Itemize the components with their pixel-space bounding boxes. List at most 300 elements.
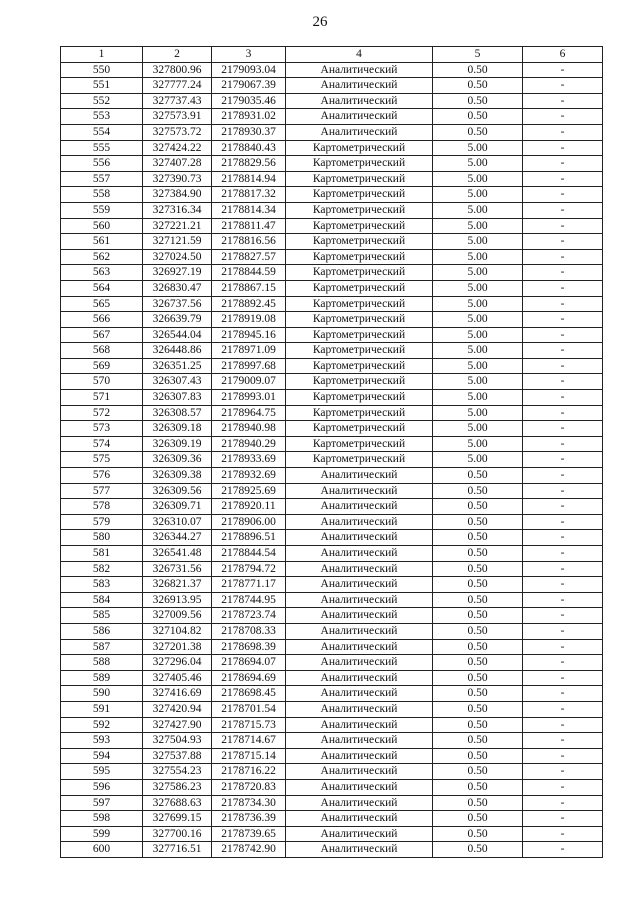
table-row [61,296,603,312]
x-coordinate-cell: 326731.56 [143,561,212,577]
x-coordinate-cell: 326310.07 [143,514,212,530]
table-row [61,249,603,265]
table-row [61,93,603,109]
point-number-cell: 596 [61,779,143,795]
point-number-cell: 567 [61,327,143,343]
point-number-cell: 585 [61,608,143,624]
y-coordinate-cell: 2178925.69 [212,483,286,499]
table-row [61,561,603,577]
header-row [61,47,603,63]
note-cell: - [523,701,603,717]
method-cell: Картометрический [286,374,433,390]
x-coordinate-cell: 326821.37 [143,577,212,593]
y-coordinate-cell: 2178716.22 [212,764,286,780]
point-number-cell: 570 [61,374,143,390]
column-header-4: 4 [286,47,433,63]
table-row [61,280,603,296]
accuracy-cell: 0.50 [433,811,523,827]
point-number-cell: 593 [61,733,143,749]
point-number-cell: 592 [61,717,143,733]
method-cell: Аналитический [286,795,433,811]
accuracy-cell: 5.00 [433,140,523,156]
point-number-cell: 598 [61,811,143,827]
note-cell: - [523,514,603,530]
x-coordinate-cell: 326927.19 [143,265,212,281]
coordinates-table [60,46,603,858]
method-cell: Аналитический [286,686,433,702]
method-cell: Аналитический [286,468,433,484]
x-coordinate-cell: 327420.94 [143,701,212,717]
note-cell: - [523,109,603,125]
accuracy-cell: 0.50 [433,639,523,655]
method-cell: Картометрический [286,327,433,343]
y-coordinate-cell: 2178827.57 [212,249,286,265]
point-number-cell: 591 [61,701,143,717]
accuracy-cell: 5.00 [433,421,523,437]
y-coordinate-cell: 2179093.04 [212,62,286,78]
y-coordinate-cell: 2178840.43 [212,140,286,156]
point-number-cell: 552 [61,93,143,109]
table-row [61,733,603,749]
point-number-cell: 563 [61,265,143,281]
note-cell: - [523,436,603,452]
x-coordinate-cell: 327700.16 [143,826,212,842]
x-coordinate-cell: 327121.59 [143,234,212,250]
y-coordinate-cell: 2178720.83 [212,779,286,795]
note-cell: - [523,249,603,265]
method-cell: Аналитический [286,779,433,795]
note-cell: - [523,764,603,780]
note-cell: - [523,795,603,811]
table-row [61,577,603,593]
point-number-cell: 583 [61,577,143,593]
table-row [61,748,603,764]
accuracy-cell: 0.50 [433,842,523,858]
note-cell: - [523,171,603,187]
accuracy-cell: 5.00 [433,374,523,390]
accuracy-cell: 5.00 [433,343,523,359]
x-coordinate-cell: 326309.71 [143,499,212,515]
note-cell: - [523,623,603,639]
note-cell: - [523,546,603,562]
x-coordinate-cell: 327316.34 [143,202,212,218]
accuracy-cell: 0.50 [433,109,523,125]
table-row [61,343,603,359]
accuracy-cell: 5.00 [433,358,523,374]
y-coordinate-cell: 2178736.39 [212,811,286,827]
method-cell: Аналитический [286,811,433,827]
y-coordinate-cell: 2178734.30 [212,795,286,811]
method-cell: Картометрический [286,234,433,250]
table-row [61,717,603,733]
method-cell: Картометрический [286,390,433,406]
note-cell: - [523,592,603,608]
x-coordinate-cell: 326309.56 [143,483,212,499]
x-coordinate-cell: 327384.90 [143,187,212,203]
note-cell: - [523,608,603,624]
note-cell: - [523,483,603,499]
y-coordinate-cell: 2178817.32 [212,187,286,203]
accuracy-cell: 0.50 [433,561,523,577]
y-coordinate-cell: 2178715.14 [212,748,286,764]
y-coordinate-cell: 2178694.69 [212,670,286,686]
x-coordinate-cell: 327573.91 [143,109,212,125]
table-row [61,171,603,187]
accuracy-cell: 5.00 [433,452,523,468]
y-coordinate-cell: 2178744.95 [212,592,286,608]
y-coordinate-cell: 2178701.54 [212,701,286,717]
y-coordinate-cell: 2178931.02 [212,109,286,125]
method-cell: Аналитический [286,717,433,733]
method-cell: Картометрический [286,171,433,187]
point-number-cell: 580 [61,530,143,546]
point-number-cell: 555 [61,140,143,156]
point-number-cell: 553 [61,109,143,125]
note-cell: - [523,265,603,281]
x-coordinate-cell: 327296.04 [143,655,212,671]
y-coordinate-cell: 2178698.45 [212,686,286,702]
accuracy-cell: 5.00 [433,202,523,218]
x-coordinate-cell: 327504.93 [143,733,212,749]
point-number-cell: 588 [61,655,143,671]
note-cell: - [523,312,603,328]
table-row [61,109,603,125]
x-coordinate-cell: 327407.28 [143,156,212,172]
method-cell: Картометрический [286,249,433,265]
point-number-cell: 599 [61,826,143,842]
x-coordinate-cell: 327586.23 [143,779,212,795]
x-coordinate-cell: 327104.82 [143,623,212,639]
table-row [61,530,603,546]
method-cell: Картометрический [286,187,433,203]
accuracy-cell: 0.50 [433,499,523,515]
note-cell: - [523,343,603,359]
note-cell: - [523,124,603,140]
accuracy-cell: 5.00 [433,218,523,234]
y-coordinate-cell: 2178829.56 [212,156,286,172]
x-coordinate-cell: 326541.48 [143,546,212,562]
table-row [61,421,603,437]
y-coordinate-cell: 2178971.09 [212,343,286,359]
x-coordinate-cell: 326309.36 [143,452,212,468]
y-coordinate-cell: 2178714.67 [212,733,286,749]
accuracy-cell: 5.00 [433,312,523,328]
table-row [61,514,603,530]
point-number-cell: 571 [61,390,143,406]
note-cell: - [523,779,603,795]
accuracy-cell: 0.50 [433,592,523,608]
note-cell: - [523,577,603,593]
method-cell: Картометрический [286,358,433,374]
table-row [61,436,603,452]
y-coordinate-cell: 2179035.46 [212,93,286,109]
x-coordinate-cell: 327424.22 [143,140,212,156]
point-number-cell: 579 [61,514,143,530]
table-row [61,779,603,795]
method-cell: Аналитический [286,546,433,562]
note-cell: - [523,156,603,172]
column-header-2: 2 [143,47,212,63]
accuracy-cell: 0.50 [433,686,523,702]
table-row [61,670,603,686]
note-cell: - [523,421,603,437]
table-row [61,62,603,78]
table-row [61,202,603,218]
table-row [61,327,603,343]
note-cell: - [523,202,603,218]
note-cell: - [523,499,603,515]
note-cell: - [523,639,603,655]
accuracy-cell: 5.00 [433,156,523,172]
note-cell: - [523,468,603,484]
method-cell: Картометрический [286,405,433,421]
accuracy-cell: 0.50 [433,124,523,140]
y-coordinate-cell: 2178794.72 [212,561,286,577]
table-row [61,592,603,608]
table-row [61,686,603,702]
note-cell: - [523,530,603,546]
method-cell: Картометрический [286,140,433,156]
method-cell: Аналитический [286,826,433,842]
table-row [61,265,603,281]
accuracy-cell: 5.00 [433,187,523,203]
x-coordinate-cell: 326309.19 [143,436,212,452]
point-number-cell: 562 [61,249,143,265]
table-row [61,156,603,172]
table-row [61,452,603,468]
accuracy-cell: 5.00 [433,390,523,406]
point-number-cell: 582 [61,561,143,577]
accuracy-cell: 0.50 [433,530,523,546]
point-number-cell: 575 [61,452,143,468]
y-coordinate-cell: 2178723.74 [212,608,286,624]
note-cell: - [523,811,603,827]
y-coordinate-cell: 2178867.15 [212,280,286,296]
point-number-cell: 586 [61,623,143,639]
accuracy-cell: 5.00 [433,296,523,312]
x-coordinate-cell: 327537.88 [143,748,212,764]
method-cell: Аналитический [286,62,433,78]
method-cell: Аналитический [286,561,433,577]
point-number-cell: 594 [61,748,143,764]
note-cell: - [523,187,603,203]
method-cell: Аналитический [286,592,433,608]
method-cell: Аналитический [286,655,433,671]
point-number-cell: 574 [61,436,143,452]
y-coordinate-cell: 2178708.33 [212,623,286,639]
column-header-3: 3 [212,47,286,63]
y-coordinate-cell: 2178715.73 [212,717,286,733]
y-coordinate-cell: 2178844.59 [212,265,286,281]
accuracy-cell: 0.50 [433,764,523,780]
x-coordinate-cell: 326913.95 [143,592,212,608]
point-number-cell: 556 [61,156,143,172]
method-cell: Аналитический [286,733,433,749]
x-coordinate-cell: 327024.50 [143,249,212,265]
table-row [61,499,603,515]
accuracy-cell: 0.50 [433,577,523,593]
y-coordinate-cell: 2178945.16 [212,327,286,343]
x-coordinate-cell: 327554.23 [143,764,212,780]
x-coordinate-cell: 326307.83 [143,390,212,406]
y-coordinate-cell: 2178906.00 [212,514,286,530]
accuracy-cell: 0.50 [433,468,523,484]
x-coordinate-cell: 327416.69 [143,686,212,702]
table-row [61,140,603,156]
column-header-1: 1 [61,47,143,63]
note-cell: - [523,748,603,764]
point-number-cell: 577 [61,483,143,499]
point-number-cell: 587 [61,639,143,655]
x-coordinate-cell: 327688.63 [143,795,212,811]
accuracy-cell: 5.00 [433,265,523,281]
x-coordinate-cell: 327221.21 [143,218,212,234]
method-cell: Аналитический [286,109,433,125]
table-row [61,701,603,717]
y-coordinate-cell: 2179067.39 [212,78,286,94]
note-cell: - [523,826,603,842]
x-coordinate-cell: 326448.86 [143,343,212,359]
method-cell: Аналитический [286,842,433,858]
table-row [61,78,603,94]
note-cell: - [523,78,603,94]
y-coordinate-cell: 2178811.47 [212,218,286,234]
y-coordinate-cell: 2179009.07 [212,374,286,390]
x-coordinate-cell: 327201.38 [143,639,212,655]
y-coordinate-cell: 2178694.07 [212,655,286,671]
note-cell: - [523,733,603,749]
table-row [61,374,603,390]
point-number-cell: 557 [61,171,143,187]
column-header-5: 5 [433,47,523,63]
table-row [61,826,603,842]
point-number-cell: 576 [61,468,143,484]
point-number-cell: 597 [61,795,143,811]
note-cell: - [523,405,603,421]
x-coordinate-cell: 326639.79 [143,312,212,328]
accuracy-cell: 5.00 [433,171,523,187]
method-cell: Аналитический [286,530,433,546]
method-cell: Картометрический [286,436,433,452]
method-cell: Аналитический [286,639,433,655]
y-coordinate-cell: 2178814.34 [212,202,286,218]
x-coordinate-cell: 327405.46 [143,670,212,686]
table-row [61,655,603,671]
note-cell: - [523,452,603,468]
y-coordinate-cell: 2178919.08 [212,312,286,328]
table-row [61,623,603,639]
point-number-cell: 595 [61,764,143,780]
method-cell: Аналитический [286,499,433,515]
x-coordinate-cell: 327737.43 [143,93,212,109]
method-cell: Картометрический [286,343,433,359]
note-cell: - [523,686,603,702]
x-coordinate-cell: 326351.25 [143,358,212,374]
table-row [61,234,603,250]
table-row [61,639,603,655]
y-coordinate-cell: 2178997.68 [212,358,286,374]
note-cell: - [523,280,603,296]
note-cell: - [523,390,603,406]
method-cell: Картометрический [286,218,433,234]
point-number-cell: 584 [61,592,143,608]
note-cell: - [523,234,603,250]
table-row [61,811,603,827]
method-cell: Аналитический [286,748,433,764]
y-coordinate-cell: 2178814.94 [212,171,286,187]
table-row [61,608,603,624]
table-row [61,218,603,234]
method-cell: Аналитический [286,124,433,140]
x-coordinate-cell: 326737.56 [143,296,212,312]
method-cell: Аналитический [286,577,433,593]
note-cell: - [523,717,603,733]
y-coordinate-cell: 2178742.90 [212,842,286,858]
accuracy-cell: 0.50 [433,78,523,94]
accuracy-cell: 0.50 [433,608,523,624]
accuracy-cell: 5.00 [433,234,523,250]
point-number-cell: 581 [61,546,143,562]
note-cell: - [523,670,603,686]
point-number-cell: 600 [61,842,143,858]
accuracy-cell: 0.50 [433,62,523,78]
accuracy-cell: 5.00 [433,327,523,343]
note-cell: - [523,327,603,343]
point-number-cell: 565 [61,296,143,312]
y-coordinate-cell: 2178964.75 [212,405,286,421]
method-cell: Картометрический [286,312,433,328]
x-coordinate-cell: 327009.56 [143,608,212,624]
method-cell: Картометрический [286,202,433,218]
table-header [61,47,603,63]
note-cell: - [523,655,603,671]
point-number-cell: 551 [61,78,143,94]
x-coordinate-cell: 326307.43 [143,374,212,390]
point-number-cell: 558 [61,187,143,203]
column-header-6: 6 [523,47,603,63]
y-coordinate-cell: 2178698.39 [212,639,286,655]
note-cell: - [523,842,603,858]
accuracy-cell: 5.00 [433,280,523,296]
point-number-cell: 559 [61,202,143,218]
accuracy-cell: 0.50 [433,546,523,562]
accuracy-cell: 0.50 [433,795,523,811]
accuracy-cell: 5.00 [433,249,523,265]
x-coordinate-cell: 327573.72 [143,124,212,140]
table-row [61,405,603,421]
table-row [61,312,603,328]
accuracy-cell: 0.50 [433,655,523,671]
x-coordinate-cell: 327427.90 [143,717,212,733]
table-row [61,390,603,406]
method-cell: Картометрический [286,265,433,281]
y-coordinate-cell: 2178771.17 [212,577,286,593]
point-number-cell: 568 [61,343,143,359]
y-coordinate-cell: 2178920.11 [212,499,286,515]
point-number-cell: 566 [61,312,143,328]
accuracy-cell: 0.50 [433,514,523,530]
note-cell: - [523,140,603,156]
y-coordinate-cell: 2178932.69 [212,468,286,484]
method-cell: Аналитический [286,483,433,499]
accuracy-cell: 0.50 [433,717,523,733]
method-cell: Аналитический [286,623,433,639]
accuracy-cell: 0.50 [433,826,523,842]
point-number-cell: 572 [61,405,143,421]
x-coordinate-cell: 327699.15 [143,811,212,827]
y-coordinate-cell: 2178933.69 [212,452,286,468]
x-coordinate-cell: 327390.73 [143,171,212,187]
